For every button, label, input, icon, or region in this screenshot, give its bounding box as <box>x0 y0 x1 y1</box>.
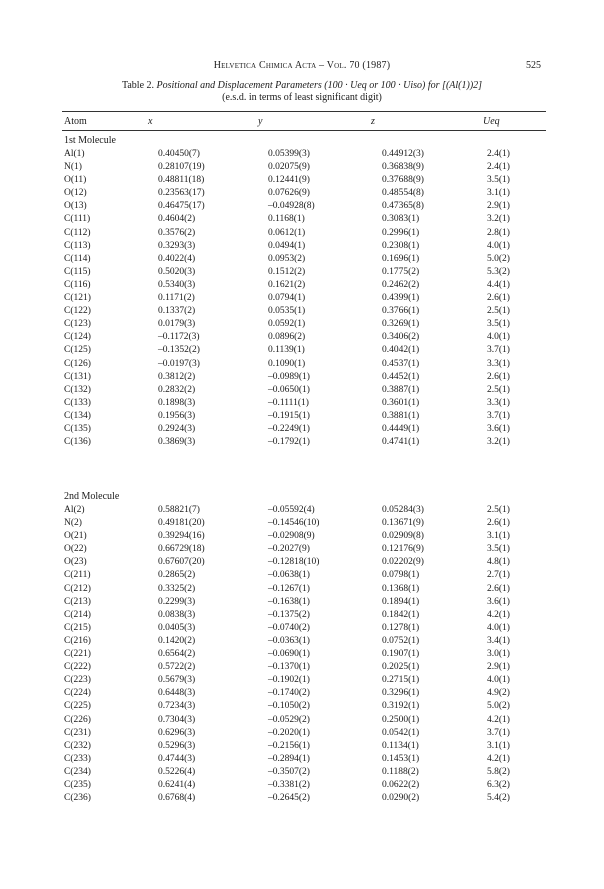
ueq-cell: 3.1(1) <box>487 188 510 199</box>
ueq-cell: 2.6(1) <box>487 518 510 529</box>
x-cell: 0.1956(3) <box>158 410 196 421</box>
y-cell: –0.0690(1) <box>268 649 310 660</box>
table-row <box>0 687 604 700</box>
y-cell: –0.04928(8) <box>268 201 315 212</box>
y-cell: –0.1267(1) <box>268 583 310 594</box>
atom-cell: C(235) <box>64 779 91 790</box>
ueq-cell: 3.6(1) <box>487 596 510 607</box>
ueq-cell: 2.6(1) <box>487 293 510 304</box>
x-cell: 0.66729(18) <box>158 544 205 555</box>
z-cell: 0.1894(1) <box>382 596 420 607</box>
z-cell: 0.1188(2) <box>382 766 419 777</box>
table-row <box>0 305 604 318</box>
ueq-cell: 2.5(1) <box>487 306 510 317</box>
col-header-atom: Atom <box>64 116 87 127</box>
y-cell: –0.2645(2) <box>268 793 310 804</box>
z-cell: 0.12176(9) <box>382 544 424 555</box>
table-row <box>0 358 604 371</box>
z-cell: 0.3406(2) <box>382 332 420 343</box>
y-cell: –0.2249(1) <box>268 423 310 434</box>
y-cell: 0.12441(9) <box>268 175 310 186</box>
ueq-cell: 2.4(1) <box>487 162 510 173</box>
z-cell: 0.13671(9) <box>382 518 424 529</box>
running-head <box>0 60 604 74</box>
atom-cell: C(131) <box>64 371 91 382</box>
atom-cell: C(225) <box>64 701 91 712</box>
z-cell: 0.3766(1) <box>382 306 420 317</box>
atom-cell: C(126) <box>64 358 91 369</box>
ueq-cell: 3.3(1) <box>487 358 510 369</box>
z-cell: 0.37688(9) <box>382 175 424 186</box>
x-cell: 0.1337(2) <box>158 306 196 317</box>
col-header-y: y <box>258 116 263 127</box>
ueq-cell: 2.8(1) <box>487 227 510 238</box>
ueq-cell: 3.2(1) <box>487 437 510 448</box>
y-cell: –0.0740(2) <box>268 622 310 633</box>
z-cell: 0.4452(1) <box>382 371 420 382</box>
x-cell: 0.6768(4) <box>158 793 196 804</box>
y-cell: 0.0794(1) <box>268 293 306 304</box>
ueq-cell: 5.0(2) <box>487 253 510 264</box>
ueq-cell: 4.0(1) <box>487 240 510 251</box>
z-cell: 0.2308(1) <box>382 240 420 251</box>
z-cell: 0.3269(1) <box>382 319 420 330</box>
ueq-cell: 2.9(1) <box>487 201 510 212</box>
table-row <box>0 714 604 727</box>
ueq-cell: 3.6(1) <box>487 423 510 434</box>
y-cell: –0.14546(10) <box>268 518 320 529</box>
y-cell: –0.0638(1) <box>268 570 310 581</box>
molecule-1-rows <box>0 148 604 449</box>
ueq-cell: 4.0(1) <box>487 675 510 686</box>
table-row <box>0 556 604 569</box>
x-cell: 0.0405(3) <box>158 622 196 633</box>
x-cell: 0.2299(3) <box>158 596 196 607</box>
z-cell: 0.47365(8) <box>382 201 424 212</box>
table-row <box>0 344 604 357</box>
table-row <box>0 423 604 436</box>
atom-cell: N(2) <box>64 518 82 529</box>
z-cell: 0.0290(2) <box>382 793 420 804</box>
atom-cell: C(124) <box>64 332 91 343</box>
ueq-cell: 4.0(1) <box>487 332 510 343</box>
table-row <box>0 213 604 226</box>
x-cell: 0.5226(4) <box>158 766 196 777</box>
x-cell: 0.39294(16) <box>158 531 205 542</box>
x-cell: 0.48811(18) <box>158 175 205 186</box>
atom-cell: Al(1) <box>64 149 85 159</box>
table-row <box>0 779 604 792</box>
y-cell: –0.3381(2) <box>268 779 310 790</box>
col-header-z: z <box>371 116 375 127</box>
ueq-cell: 2.6(1) <box>487 583 510 594</box>
table-row <box>0 384 604 397</box>
z-cell: 0.4741(1) <box>382 437 420 448</box>
atom-cell: C(213) <box>64 596 91 607</box>
table-row <box>0 727 604 740</box>
x-cell: 0.40450(7) <box>158 149 200 159</box>
x-cell: 0.6241(4) <box>158 779 196 790</box>
z-cell: 0.2025(1) <box>382 662 420 673</box>
x-cell: 0.7234(3) <box>158 701 196 712</box>
z-cell: 0.02909(8) <box>382 531 424 542</box>
table-title: Positional and Displacement Parameters (100 · Ueq or 100 · Uiso) for [(Al(1))2] <box>156 80 483 91</box>
atom-cell: C(222) <box>64 662 91 673</box>
z-cell: 0.4449(1) <box>382 423 420 434</box>
y-cell: 0.1512(2) <box>268 266 306 277</box>
y-cell: –0.2894(1) <box>268 753 310 764</box>
x-cell: 0.1420(2) <box>158 635 196 646</box>
y-cell: –0.2156(1) <box>268 740 310 751</box>
y-cell: –0.1111(1) <box>268 397 309 408</box>
atom-cell: C(215) <box>64 622 91 633</box>
ueq-cell: 3.4(1) <box>487 635 510 646</box>
z-cell: 0.1278(1) <box>382 622 420 633</box>
y-cell: 0.0592(1) <box>268 319 306 330</box>
table-row <box>0 700 604 713</box>
atom-cell: O(23) <box>64 557 87 568</box>
atom-cell: C(121) <box>64 293 91 304</box>
ueq-cell: 2.7(1) <box>487 570 510 581</box>
table-row <box>0 318 604 331</box>
atom-cell: C(226) <box>64 714 91 725</box>
x-cell: 0.1171(2) <box>158 293 195 304</box>
y-cell: –0.12818(10) <box>268 557 320 568</box>
y-cell: –0.2020(1) <box>268 727 310 738</box>
z-cell: 0.3192(1) <box>382 701 420 712</box>
ueq-cell: 2.9(1) <box>487 662 510 673</box>
molecule-2-rows <box>0 504 604 805</box>
ueq-cell: 3.5(1) <box>487 175 510 186</box>
z-cell: 0.1453(1) <box>382 753 420 764</box>
ueq-cell: 3.1(1) <box>487 740 510 751</box>
x-cell: 0.6296(3) <box>158 727 196 738</box>
col-header-ueq: Ueq <box>483 116 500 127</box>
ueq-cell: 4.9(2) <box>487 688 510 699</box>
ueq-cell: 3.0(1) <box>487 649 510 660</box>
x-cell: 0.5679(3) <box>158 675 196 686</box>
table-row <box>0 609 604 622</box>
x-cell: 0.6448(3) <box>158 688 196 699</box>
ueq-cell: 4.8(1) <box>487 557 510 568</box>
y-cell: –0.2027(9) <box>268 544 310 555</box>
atom-cell: C(123) <box>64 319 91 330</box>
y-cell: 0.1168(1) <box>268 214 305 225</box>
atom-cell: C(135) <box>64 423 91 434</box>
atom-cell: O(13) <box>64 201 87 212</box>
x-cell: 0.0179(3) <box>158 319 196 330</box>
atom-cell: C(221) <box>64 649 91 660</box>
section-label-molecule-2: 2nd Molecule <box>64 491 120 502</box>
x-cell: 0.2832(2) <box>158 384 196 395</box>
y-cell: –0.1740(2) <box>268 688 310 699</box>
table-row <box>0 371 604 384</box>
x-cell: –0.0197(3) <box>158 358 200 369</box>
x-cell: 0.58821(7) <box>158 505 200 515</box>
x-cell: 0.3325(2) <box>158 583 196 594</box>
y-cell: –0.0989(1) <box>268 371 310 382</box>
table-row <box>0 410 604 423</box>
atom-cell: C(211) <box>64 570 91 581</box>
z-cell: 0.4399(1) <box>382 293 420 304</box>
ueq-cell: 3.2(1) <box>487 214 510 225</box>
table-caption <box>0 80 604 104</box>
table-row <box>0 253 604 266</box>
y-cell: –0.1792(1) <box>268 437 310 448</box>
y-cell: 0.07626(9) <box>268 188 310 199</box>
y-cell: –0.1915(1) <box>268 410 310 421</box>
atom-cell: C(216) <box>64 635 91 646</box>
y-cell: 0.1621(2) <box>268 279 306 290</box>
z-cell: 0.05284(3) <box>382 505 424 515</box>
z-cell: 0.3601(1) <box>382 397 420 408</box>
table-row <box>0 596 604 609</box>
ueq-cell: 2.4(1) <box>487 149 510 159</box>
table-note: (e.s.d. in terms of least significant digit) <box>222 92 382 103</box>
y-cell: –0.1370(1) <box>268 662 310 673</box>
ueq-cell: 4.2(1) <box>487 609 510 620</box>
table-row <box>0 635 604 648</box>
table-row <box>0 753 604 766</box>
z-cell: 0.02202(9) <box>382 557 424 568</box>
ueq-cell: 3.5(1) <box>487 544 510 555</box>
y-cell: –0.0650(1) <box>268 384 310 395</box>
atom-cell: C(232) <box>64 740 91 751</box>
z-cell: 0.3296(1) <box>382 688 420 699</box>
y-cell: 0.0612(1) <box>268 227 306 238</box>
z-cell: 0.1907(1) <box>382 649 420 660</box>
atom-cell: C(112) <box>64 227 91 238</box>
table-label: Table 2. <box>121 80 155 91</box>
x-cell: 0.6564(2) <box>158 649 196 660</box>
z-cell: 0.1775(2) <box>382 266 420 277</box>
y-cell: –0.05592(4) <box>268 505 315 515</box>
x-cell: 0.3869(3) <box>158 437 196 448</box>
z-cell: 0.1368(1) <box>382 583 420 594</box>
ueq-cell: 4.0(1) <box>487 622 510 633</box>
x-cell: 0.28107(19) <box>158 162 205 173</box>
y-cell: –0.3507(2) <box>268 766 310 777</box>
x-cell: 0.4604(2) <box>158 214 196 225</box>
y-cell: 0.0494(1) <box>268 240 306 251</box>
z-cell: 0.0752(1) <box>382 635 420 646</box>
z-cell: 0.0622(2) <box>382 779 420 790</box>
table-row <box>0 397 604 410</box>
y-cell: –0.1050(2) <box>268 701 310 712</box>
z-cell: 0.2462(2) <box>382 279 420 290</box>
atom-cell: C(114) <box>64 253 91 264</box>
atom-cell: C(223) <box>64 675 91 686</box>
atom-cell: C(231) <box>64 727 91 738</box>
x-cell: 0.5020(3) <box>158 266 196 277</box>
x-cell: 0.3812(2) <box>158 371 196 382</box>
atom-cell: C(212) <box>64 583 91 594</box>
x-cell: 0.46475(17) <box>158 201 205 212</box>
col-header-x: x <box>148 116 153 127</box>
table-row <box>0 504 604 517</box>
atom-cell: Al(2) <box>64 505 85 515</box>
table-row <box>0 648 604 661</box>
atom-cell: C(224) <box>64 688 91 699</box>
y-cell: –0.02908(9) <box>268 531 315 542</box>
table-row <box>0 240 604 253</box>
table-row <box>0 187 604 200</box>
table-row <box>0 227 604 240</box>
x-cell: 0.5340(3) <box>158 279 196 290</box>
x-cell: 0.2924(3) <box>158 423 196 434</box>
x-cell: 0.4022(4) <box>158 253 196 264</box>
ueq-cell: 3.7(1) <box>487 345 510 356</box>
y-cell: –0.1375(2) <box>268 609 310 620</box>
table-row <box>0 331 604 344</box>
table-row <box>0 200 604 213</box>
atom-cell: C(115) <box>64 266 91 277</box>
table-row <box>0 174 604 187</box>
z-cell: 0.2996(1) <box>382 227 420 238</box>
x-cell: 0.3576(2) <box>158 227 196 238</box>
z-cell: 0.1134(1) <box>382 740 419 751</box>
table-row <box>0 266 604 279</box>
table-row <box>0 569 604 582</box>
z-cell: 0.0798(1) <box>382 570 420 581</box>
table-header-rule <box>62 130 546 131</box>
z-cell: 0.0542(1) <box>382 727 420 738</box>
ueq-cell: 5.0(2) <box>487 701 510 712</box>
ueq-cell: 6.3(2) <box>487 779 510 790</box>
table-top-rule <box>62 111 546 112</box>
z-cell: 0.2500(1) <box>382 714 420 725</box>
atom-cell: C(113) <box>64 240 91 251</box>
y-cell: 0.0953(2) <box>268 253 306 264</box>
x-cell: –0.1352(2) <box>158 345 200 356</box>
y-cell: 0.02075(9) <box>268 162 310 173</box>
x-cell: 0.2865(2) <box>158 570 196 581</box>
table-row <box>0 740 604 753</box>
atom-cell: O(11) <box>64 175 87 186</box>
ueq-cell: 3.7(1) <box>487 727 510 738</box>
atom-cell: N(1) <box>64 162 82 173</box>
y-cell: 0.1090(1) <box>268 358 306 369</box>
atom-cell: C(116) <box>64 279 91 290</box>
table-row <box>0 517 604 530</box>
y-cell: –0.1902(1) <box>268 675 310 686</box>
y-cell: –0.0363(1) <box>268 635 310 646</box>
x-cell: 0.23563(17) <box>158 188 205 199</box>
ueq-cell: 4.2(1) <box>487 753 510 764</box>
atom-cell: O(12) <box>64 188 87 199</box>
x-cell: 0.7304(3) <box>158 714 196 725</box>
x-cell: 0.0838(3) <box>158 609 196 620</box>
z-cell: 0.4537(1) <box>382 358 420 369</box>
ueq-cell: 2.6(1) <box>487 371 510 382</box>
atom-cell: C(132) <box>64 384 91 395</box>
ueq-cell: 2.5(1) <box>487 505 510 515</box>
atom-cell: C(236) <box>64 793 91 804</box>
ueq-cell: 4.2(1) <box>487 714 510 725</box>
y-cell: 0.0896(2) <box>268 332 306 343</box>
x-cell: 0.3293(3) <box>158 240 196 251</box>
table-row <box>0 622 604 635</box>
table-row <box>0 543 604 556</box>
z-cell: 0.1696(1) <box>382 253 420 264</box>
z-cell: 0.3881(1) <box>382 410 420 421</box>
x-cell: 0.67607(20) <box>158 557 205 568</box>
table-row <box>0 583 604 596</box>
ueq-cell: 3.5(1) <box>487 319 510 330</box>
table-row <box>0 148 604 161</box>
y-cell: –0.0529(2) <box>268 714 310 725</box>
table-row <box>0 792 604 805</box>
ueq-cell: 2.5(1) <box>487 384 510 395</box>
atom-cell: O(21) <box>64 531 87 542</box>
atom-cell: C(136) <box>64 437 91 448</box>
z-cell: 0.36838(9) <box>382 162 424 173</box>
table-row <box>0 161 604 174</box>
table-row <box>0 530 604 543</box>
atom-cell: C(233) <box>64 753 91 764</box>
y-cell: –0.1638(1) <box>268 596 310 607</box>
table-row <box>0 661 604 674</box>
z-cell: 0.4042(1) <box>382 345 420 356</box>
table-row <box>0 292 604 305</box>
journal-title: Helvetica Chimica Acta – Vol. 70 (1987) <box>213 60 391 71</box>
ueq-cell: 3.3(1) <box>487 397 510 408</box>
ueq-cell: 3.1(1) <box>487 531 510 542</box>
ueq-cell: 5.3(2) <box>487 266 510 277</box>
atom-cell: C(234) <box>64 766 91 777</box>
z-cell: 0.3083(1) <box>382 214 420 225</box>
ueq-cell: 4.4(1) <box>487 279 510 290</box>
x-cell: 0.1898(3) <box>158 397 196 408</box>
y-cell: 0.05399(3) <box>268 149 310 159</box>
table-row <box>0 436 604 449</box>
table-row <box>0 674 604 687</box>
x-cell: 0.5296(3) <box>158 740 196 751</box>
section-label-molecule-1: 1st Molecule <box>64 135 116 146</box>
z-cell: 0.44912(3) <box>382 149 424 159</box>
atom-cell: O(22) <box>64 544 87 555</box>
ueq-cell: 3.7(1) <box>487 410 510 421</box>
ueq-cell: 5.8(2) <box>487 766 510 777</box>
x-cell: 0.49181(20) <box>158 518 205 529</box>
x-cell: 0.5722(2) <box>158 662 196 673</box>
x-cell: –0.1172(3) <box>158 332 200 343</box>
x-cell: 0.4744(3) <box>158 753 196 764</box>
page-number: 525 <box>526 60 541 71</box>
atom-cell: C(122) <box>64 306 91 317</box>
y-cell: 0.1139(1) <box>268 345 305 356</box>
table-row <box>0 766 604 779</box>
table-row <box>0 279 604 292</box>
y-cell: 0.0535(1) <box>268 306 306 317</box>
atom-cell: C(133) <box>64 397 91 408</box>
atom-cell: C(125) <box>64 345 91 356</box>
atom-cell: C(134) <box>64 410 91 421</box>
z-cell: 0.3887(1) <box>382 384 420 395</box>
z-cell: 0.1842(1) <box>382 609 420 620</box>
z-cell: 0.2715(1) <box>382 675 420 686</box>
atom-cell: C(214) <box>64 609 91 620</box>
z-cell: 0.48554(8) <box>382 188 424 199</box>
atom-cell: C(111) <box>64 214 91 225</box>
ueq-cell: 5.4(2) <box>487 793 510 804</box>
